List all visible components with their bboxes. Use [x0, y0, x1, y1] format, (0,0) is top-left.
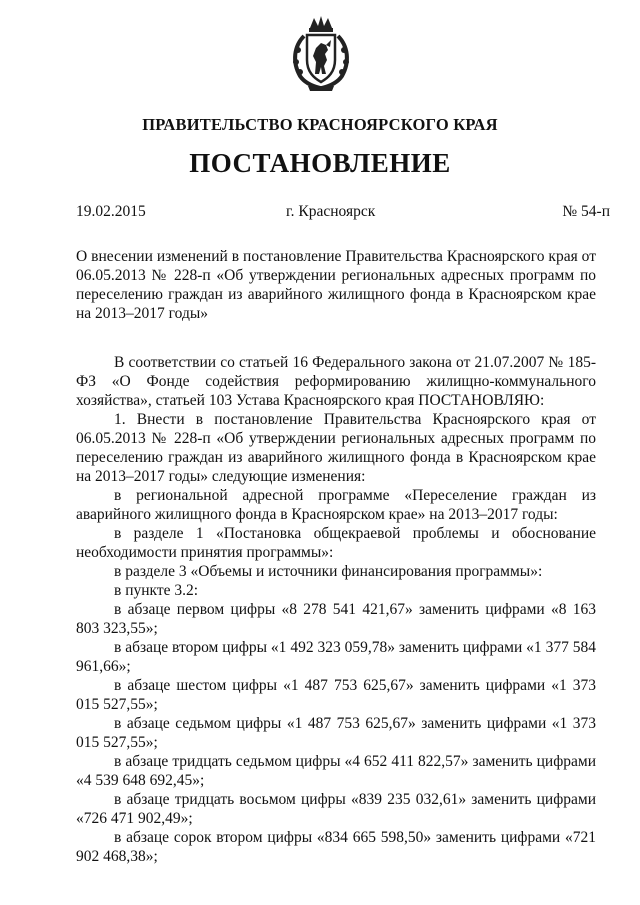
paragraph: в разделе 1 «Постановка общекраевой проблемы и обоснование необходимости принятия программы»:: [76, 525, 596, 561]
document-title: ПОСТАНОВЛЕНИЕ: [189, 148, 451, 178]
paragraph: в абзаце тридцать седьмом цифры «4 652 411 822,57» заменить цифрами «4 539 648 692,45»;: [76, 753, 596, 789]
document-body: [76, 353, 596, 866]
paragraph: в абзаце первом цифры «8 278 541 421,67» заменить цифрами «8 163 803 323,55»;: [76, 601, 596, 637]
paragraph: в абзаце сорок втором цифры «834 665 598,50» заменить цифрами «721 902 468,38»;: [76, 829, 596, 865]
document-number: № 54-п: [562, 203, 610, 220]
krasnoyarsk-coat-of-arms-icon: [290, 14, 352, 94]
paragraph: в абзаце втором цифры «1 492 323 059,78» заменить цифрами «1 377 584 961,66»;: [76, 639, 596, 675]
document-meta: [76, 202, 610, 222]
paragraph: в разделе 3 «Объемы и источники финансирования программы»:: [114, 563, 543, 580]
government-name: ПРАВИТЕЛЬСТВО КРАСНОЯРСКОГО КРАЯ: [142, 115, 498, 134]
paragraph: в абзаце тридцать восьмом цифры «839 235 032,61» заменить цифрами «726 471 902,49»;: [76, 791, 596, 827]
paragraph: 1. Внести в постановление Правительства Красноярского края от 06.05.2013 № 228-п «Об утверждении региональных адресных программ по переселению граждан из аварийного жилищного фонда в Красноярском крае на 2013–2017 годы» следующие изменения:: [76, 411, 596, 485]
paragraph: в абзаце седьмом цифры «1 487 753 625,67» заменить цифрами «1 373 015 527,55»;: [76, 715, 596, 751]
document-subject: О внесении изменений в постановление Правительства Красноярского края от 06.05.2013 № 228-п «Об утверждении региональных адресных программ по переселению граждан из аварийного жилищного фонда в Красноярском крае на 2013–2017 годы»: [76, 248, 596, 322]
paragraph: в региональной адресной программе «Переселение граждан из аварийного жилищного фонда в Красноярском крае» на 2013–2017 годы:: [76, 487, 596, 523]
paragraph: в абзаце шестом цифры «1 487 753 625,67» заменить цифрами «1 373 015 527,55»;: [76, 677, 596, 713]
paragraph: в пункте 3.2:: [114, 582, 199, 599]
document-date: 19.02.2015: [76, 203, 146, 220]
document-city: г. Красноярск: [286, 203, 376, 220]
paragraph: В соответствии со статьей 16 Федерального закона от 21.07.2007 № 185-ФЗ «О Фонде содействия реформированию жилищно-коммунального хозяйства», статьей 103 Устава Красноярского края ПОСТАНОВЛЯЮ:: [76, 354, 596, 409]
